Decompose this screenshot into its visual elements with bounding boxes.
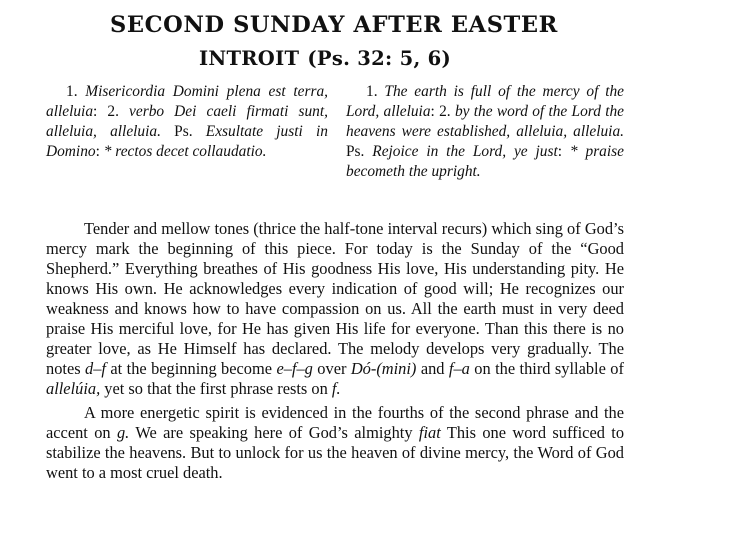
commentary-text: yet so that the first phrase rests on bbox=[104, 379, 328, 398]
note-g: g. bbox=[116, 423, 130, 442]
commentary-text: A more energetic spirit is evidenced in the fourths of the second phrase and the accent on bbox=[46, 403, 624, 442]
commentary-text: We are speaking here of God’s almighty bbox=[135, 423, 413, 442]
note-f-a: f–a bbox=[448, 359, 470, 378]
commentary-text: over bbox=[317, 359, 347, 378]
commentary-paragraph-2 bbox=[46, 403, 624, 483]
verse-number-1: 1. bbox=[366, 83, 378, 100]
latin-colon-2: : bbox=[95, 143, 100, 160]
psalm-reference: (Ps. 32: 5, 6) bbox=[307, 47, 452, 70]
note-d-f: d–f bbox=[85, 359, 106, 378]
english-verse-2: by the word of the Lord the heavens were established, alleluia, alleluia. bbox=[346, 103, 625, 140]
note-e-f-g: e–f–g bbox=[276, 359, 313, 378]
latin-psalm-response: * rectos decet collaudatio. bbox=[103, 143, 267, 160]
psalm-abbrev: Ps. bbox=[174, 123, 193, 140]
note-f: f. bbox=[331, 379, 341, 398]
english-colon-1: : bbox=[430, 103, 435, 120]
latin-paragraph bbox=[46, 82, 328, 162]
verse-number-2: 2. bbox=[439, 103, 451, 120]
word-fiat: fiat bbox=[418, 423, 441, 442]
commentary-text: and bbox=[420, 359, 445, 378]
english-verse-1: The earth is full of the mercy of the Lord, alleluia bbox=[346, 83, 624, 120]
verse-number-2: 2. bbox=[107, 103, 119, 120]
latin-psalm-verse: Exsultate justi in Domino bbox=[46, 123, 328, 160]
section-subtitle bbox=[0, 47, 650, 70]
psalm-abbrev: Ps. bbox=[346, 143, 365, 160]
commentary-paragraph-1 bbox=[46, 219, 624, 399]
english-text-column bbox=[346, 82, 624, 182]
verse-number-1: 1. bbox=[66, 83, 78, 100]
english-colon-2: : bbox=[557, 143, 563, 160]
english-paragraph bbox=[346, 82, 624, 182]
word-alleluia: allelúia, bbox=[46, 379, 101, 398]
introit-label: INTROIT bbox=[198, 47, 300, 70]
page-title: SECOND SUNDAY AFTER EASTER bbox=[110, 12, 558, 38]
word-domini: Dó-(mini) bbox=[350, 359, 417, 378]
commentary bbox=[46, 219, 624, 483]
commentary-text: This one word sufficed to stabilize the heavens. But to unlock for us the heaven of divine mercy, the Word of God went to a most cruel death. bbox=[46, 423, 625, 482]
english-psalm-response: * praise becometh the upright. bbox=[346, 143, 624, 180]
latin-colon-1: : bbox=[93, 103, 98, 120]
latin-verse-2: verbo Dei caeli firmati sunt, alleluia, alleluia. bbox=[46, 103, 328, 140]
latin-verse-1: Misericordia Domini plena est terra, alleluia bbox=[46, 83, 328, 120]
commentary-text: on the third syllable of bbox=[474, 359, 624, 378]
latin-text-column bbox=[46, 82, 328, 162]
commentary-text: at the beginning become bbox=[110, 359, 273, 378]
commentary-text: Tender and mellow tones (thrice the half-tone interval recurs) which sing of God’s mercy mark the beginning of this piece. For today is the Sunday of the “Good Shepherd.” Everything breathes of His goodness His love, His understanding pity. He knows His own. He acknowledges every indication of good will; He recognizes our weakness and knows how to have compassion on us. All the earth must in very deed praise His merciful love, for He has given His life for everyone. Than this there is no greater love, as He Himself has declared. The melody develops very gradually. The notes bbox=[46, 219, 624, 378]
english-psalm-verse: Rejoice in the Lord, ye just bbox=[372, 143, 558, 160]
